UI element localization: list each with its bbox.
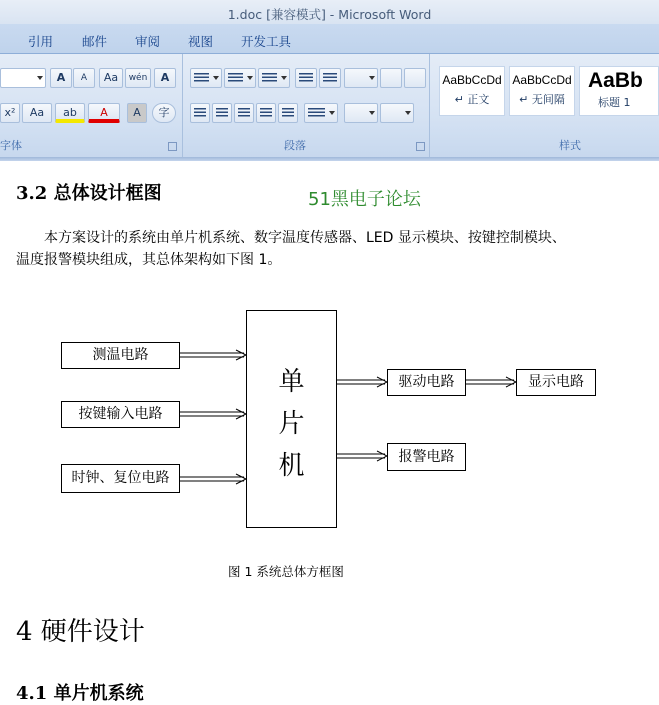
chevron-down-icon bbox=[213, 76, 219, 80]
multilevel-list-button[interactable] bbox=[258, 68, 290, 88]
mcu-char-2: 片 bbox=[278, 409, 305, 439]
tab-developer[interactable]: 开发工具 bbox=[241, 34, 292, 49]
style-no-spacing[interactable]: AaBbCcDd ↵ 无间隔 bbox=[509, 66, 575, 116]
paragraph-group bbox=[184, 54, 430, 157]
style-normal[interactable]: AaBbCcDd ↵ 正文 bbox=[439, 66, 505, 116]
ribbon-tabs bbox=[0, 24, 659, 54]
justify-button[interactable] bbox=[256, 103, 276, 123]
display-circuit-box: 显示电路 bbox=[516, 369, 596, 396]
figure-caption: 图 1 系统总体方框图 bbox=[228, 564, 344, 579]
chevron-down-icon bbox=[369, 76, 375, 80]
chevron-down-icon bbox=[281, 76, 287, 80]
mcu-char-1: 单 bbox=[278, 367, 305, 397]
font-group-label: 字体 bbox=[0, 139, 22, 152]
clock-reset-circuit-box: 时钟、复位电路 bbox=[61, 464, 180, 493]
char-border-button[interactable]: A bbox=[154, 68, 176, 88]
font-color-button[interactable]: A bbox=[88, 103, 120, 123]
arrow-temp-to-mcu bbox=[180, 350, 246, 360]
tab-references[interactable]: 引用 bbox=[28, 34, 54, 49]
title-bar bbox=[0, 0, 659, 24]
numbering-button[interactable] bbox=[224, 68, 256, 88]
styles-group bbox=[431, 54, 659, 157]
key-input-circuit-box: 按键输入电路 bbox=[61, 401, 180, 428]
superscript-button[interactable]: x² bbox=[0, 103, 20, 123]
chevron-down-icon bbox=[247, 76, 253, 80]
decrease-indent-button[interactable] bbox=[295, 68, 317, 88]
section-heading: 3.2 总体设计框图 bbox=[16, 183, 162, 204]
enclose-char-button[interactable]: 字 bbox=[152, 103, 176, 123]
arrow-driver-to-display bbox=[466, 377, 516, 387]
mcu-char-3: 机 bbox=[278, 451, 305, 481]
paragraph-group-label: 段落 bbox=[284, 139, 306, 152]
arrow-mcu-to-alarm bbox=[337, 451, 387, 461]
shrink-font-button[interactable]: A bbox=[73, 68, 95, 88]
sort-button[interactable] bbox=[380, 68, 402, 88]
chevron-down-icon bbox=[37, 76, 43, 80]
dialog-launcher-icon[interactable] bbox=[168, 142, 177, 151]
font-group bbox=[0, 54, 183, 157]
arrow-mcu-to-driver bbox=[337, 377, 387, 387]
bullets-button[interactable] bbox=[190, 68, 222, 88]
arrow-keys-to-mcu bbox=[180, 409, 246, 419]
line-spacing-button[interactable] bbox=[304, 103, 338, 123]
align-left-button[interactable] bbox=[190, 103, 210, 123]
subsection-heading: 4.1 单片机系统 bbox=[16, 683, 144, 704]
alarm-circuit-box: 报警电路 bbox=[387, 443, 466, 471]
chapter-heading: 4 硬件设计 bbox=[16, 617, 145, 647]
style-heading-1[interactable]: AaBb 标题 1 bbox=[579, 66, 659, 116]
tab-view[interactable]: 视图 bbox=[188, 34, 214, 49]
borders-button[interactable] bbox=[380, 103, 414, 123]
watermark-text: 51黑电子论坛 bbox=[308, 189, 421, 210]
phonetic-guide-button[interactable]: wén bbox=[125, 68, 151, 88]
distributed-button[interactable] bbox=[278, 103, 298, 123]
arrow-clock-to-mcu bbox=[180, 474, 246, 484]
font-size-combo[interactable] bbox=[0, 68, 46, 88]
align-right-button[interactable] bbox=[234, 103, 254, 123]
window-title: 1.doc [兼容模式] - Microsoft Word bbox=[227, 7, 432, 22]
chevron-down-icon bbox=[405, 111, 411, 115]
chevron-down-icon bbox=[329, 111, 335, 115]
paragraph-text: 本方案设计的系统由单片机系统、数字温度传感器、LED 显示模块、按键控制模块、温度报警模块组成，其总体架构如下图 1。 bbox=[16, 230, 566, 268]
temp-circuit-box: 测温电路 bbox=[61, 342, 180, 369]
shading-button[interactable] bbox=[344, 103, 378, 123]
align-center-button[interactable] bbox=[212, 103, 232, 123]
chinese-layout-button[interactable] bbox=[344, 68, 378, 88]
show-marks-button[interactable] bbox=[404, 68, 426, 88]
chevron-down-icon bbox=[369, 111, 375, 115]
dialog-launcher-icon[interactable] bbox=[416, 142, 425, 151]
char-shading-button[interactable]: A bbox=[127, 103, 147, 123]
change-case-button[interactable]: Aa bbox=[22, 103, 52, 123]
document-page[interactable] bbox=[0, 161, 659, 704]
mcu-box bbox=[246, 310, 337, 528]
styles-group-label: 样式 bbox=[559, 139, 581, 152]
tab-mailings[interactable]: 邮件 bbox=[82, 34, 108, 49]
increase-indent-button[interactable] bbox=[319, 68, 341, 88]
highlight-button[interactable]: ab bbox=[55, 103, 85, 123]
driver-circuit-box: 驱动电路 bbox=[387, 369, 466, 396]
grow-font-button[interactable]: A bbox=[50, 68, 72, 88]
tab-review[interactable]: 审阅 bbox=[135, 34, 161, 49]
ribbon bbox=[0, 54, 659, 157]
clear-format-button[interactable]: Aa bbox=[99, 68, 123, 88]
